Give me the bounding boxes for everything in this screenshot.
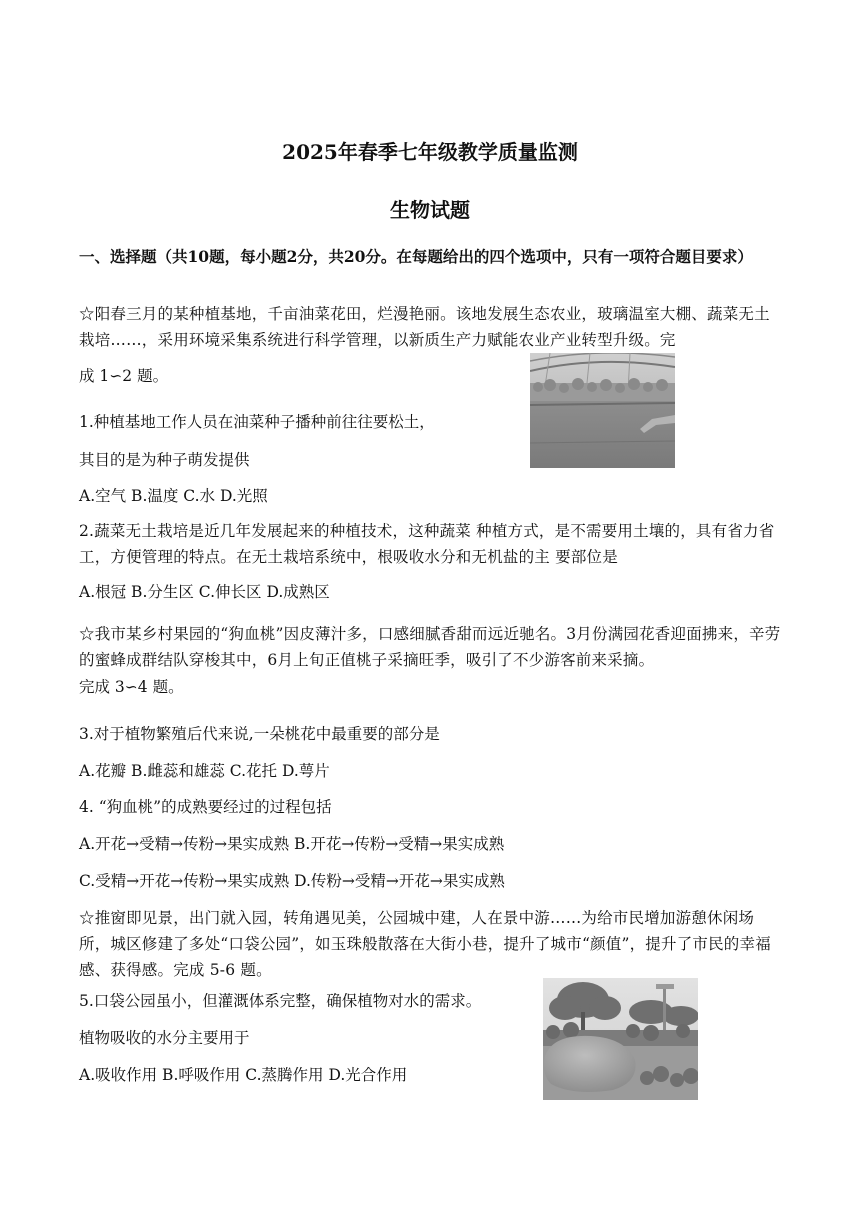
q4-options-row1: A.开花→受精→传粉→果实成熟 B.开花→传粉→受精→果实成熟 xyxy=(79,835,505,853)
passage-1: ☆阳春三月的某种植基地，千亩油菜花田，烂漫艳丽。该地发展生态农业，玻璃温室大棚、蔬菜无土栽培……，采用环境采集系统进行科学管理，以新质生产力赋能农业产业转型升级。完 xyxy=(79,305,770,349)
q1-options: A.空气 B.温度 C.水 D.光照 xyxy=(79,487,268,505)
q5-options: A.吸收作用 B.呼吸作用 C.蒸腾作用 D.光合作用 xyxy=(79,1066,408,1084)
passage-3: ☆推窗即见景，出门就入园，转角遇见美，公园城中建，人在景中游……为给市民增加游憩休闲场所，城区修建了多处“口袋公园”，如玉珠般散落在大街小巷，提升了城市“颜值”，提升了市民的幸福感、获得感。完成 5-6 题。 xyxy=(79,909,771,979)
subject-title: 生物试题 xyxy=(390,198,470,222)
q4-stem: 4. “狗血桃”的成熟要经过的过程包括 xyxy=(79,798,332,816)
q3-stem: 3.对于植物繁殖后代来说,一朵桃花中最重要的部分是 xyxy=(79,725,440,743)
passage-2: ☆我市某乡村果园的“狗血桃”因皮薄汁多，口感细腻香甜而远近驰名。3月份满园花香迎面拂来，辛劳的蜜蜂成群结队穿梭其中，6月上旬正值桃子采摘旺季，吸引了不少游客前来采摘。 xyxy=(79,625,781,669)
greenhouse-photo xyxy=(530,353,675,468)
exam-title: 2025年春季七年级教学质量监测 xyxy=(282,140,578,164)
passage-1-tail: 成 1∽2 题。 xyxy=(79,367,169,385)
q1-stem-line1: 1.种植基地工作人员在油菜种子播种前往往要松土， xyxy=(79,413,435,431)
q4-options-row2: C.受精→开花→传粉→果实成熟 D.传粉→受精→开花→果实成熟 xyxy=(79,872,505,890)
pocket-park-photo xyxy=(543,978,698,1100)
q2-options: A.根冠 B.分生区 C.伸长区 D.成熟区 xyxy=(79,583,330,601)
q1-stem-line2: 其目的是为种子萌发提供 xyxy=(79,451,250,469)
q5-stem-line1: 5.口袋公园虽小，但灌溉体系完整，确保植物对水的需求。 xyxy=(79,992,482,1010)
q5-stem-line2: 植物吸收的水分主要用于 xyxy=(79,1029,250,1047)
passage-2-tail: 完成 3∽4 题。 xyxy=(79,678,184,696)
q2-stem: 2.蔬菜无土栽培是近几年发展起来的种植技术，这种蔬菜 种植方式，是不需要用土壤的，具有省力省工，方便管理的特点。在无土栽培系统中，根吸收水分和无机盐的主 要部位是 xyxy=(79,522,775,566)
section-heading: 一、选择题（共10题，每小题2分，共20分。在每题给出的四个选项中，只有一项符合题目要求） xyxy=(79,247,753,266)
q3-options: A.花瓣 B.雌蕊和雄蕊 C.花托 D.萼片 xyxy=(79,762,330,780)
